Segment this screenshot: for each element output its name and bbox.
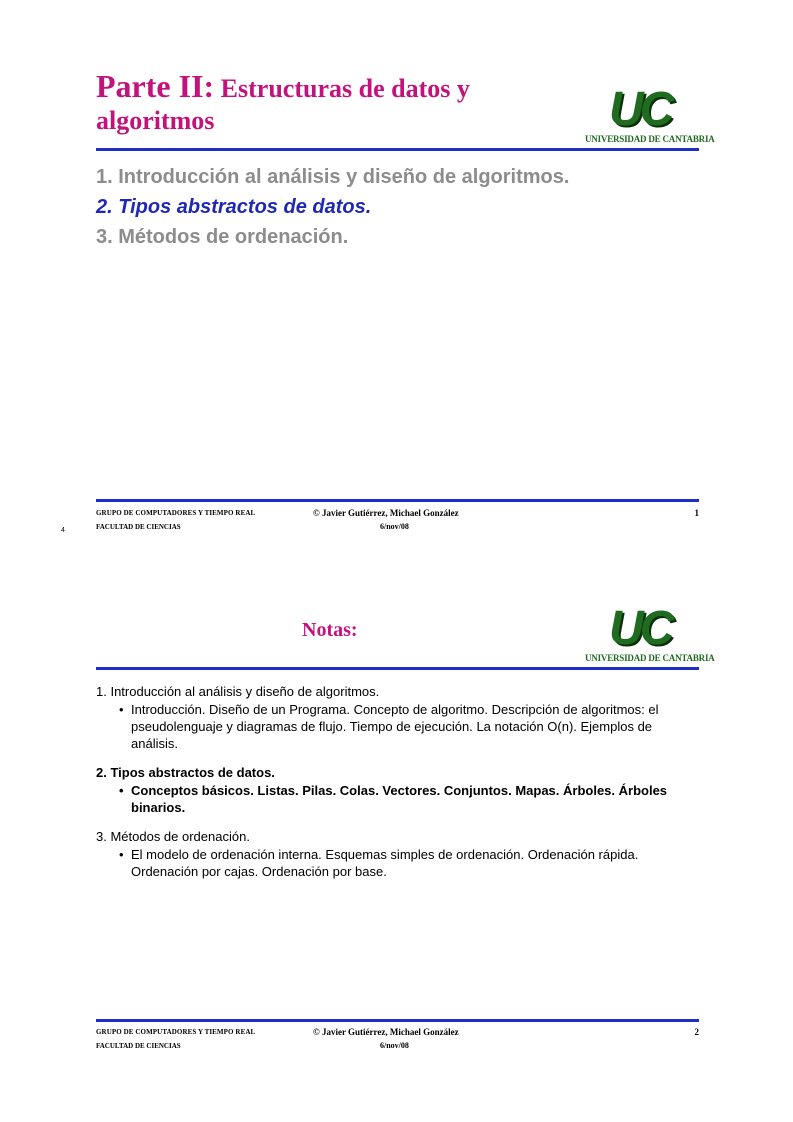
footer-date: 6/nov/08 — [380, 1041, 409, 1050]
footer-faculty: FACULTAD DE CIENCIAS — [96, 1042, 181, 1050]
university-name: UNIVERSIDAD DE CANTABRIA — [585, 134, 715, 144]
bullet-icon: • — [119, 783, 124, 798]
topic-item: 3. Métodos de ordenación. — [96, 226, 349, 248]
header-divider — [96, 667, 699, 670]
footer-date: 6/nov/08 — [380, 522, 409, 531]
header-divider — [96, 148, 699, 151]
slide-title-rest: Estructuras de datos y algoritmos — [96, 74, 470, 135]
slide-footer — [96, 509, 699, 541]
footer-authors: © Javier Gutiérrez, Michael González — [313, 1027, 459, 1037]
note-bullet-item — [96, 782, 699, 816]
footer-group: GRUPO DE COMPUTADORES Y TIEMPO REAL — [96, 509, 256, 517]
uc-logo — [585, 602, 715, 667]
note-bullet-text: Introducción. Diseño de un Programa. Concepto de algoritmo. Descripción de algoritmos: el pseudolenguaje y diagramas de flujo. Tiempo de ejecución. La notación O(n). Ejemplos de análisis. — [131, 702, 659, 751]
page-number: 1 — [694, 508, 699, 518]
footer-divider — [96, 499, 699, 502]
slide-title-prefix: Parte II: — [96, 68, 215, 104]
slide-title — [96, 70, 576, 137]
uc-logo-mark: UC — [609, 83, 671, 136]
footer-divider — [96, 1019, 699, 1022]
page-number: 2 — [694, 1027, 699, 1037]
margin-page-number: 4 — [61, 527, 65, 534]
footer-group: GRUPO DE COMPUTADORES Y TIEMPO REAL — [96, 1028, 256, 1036]
note-bullet-text: Conceptos básicos. Listas. Pilas. Colas. Vectores. Conjuntos. Mapas. Árboles. Árboles binarios. — [131, 783, 668, 815]
note-heading: 1. Introducción al análisis y diseño de algoritmos. — [96, 684, 380, 699]
note-section — [96, 683, 699, 752]
note-heading: 3. Métodos de ordenación. — [96, 829, 250, 844]
footer-faculty: FACULTAD DE CIENCIAS — [96, 523, 181, 531]
footer-authors: © Javier Gutiérrez, Michael González — [313, 508, 459, 518]
university-name: UNIVERSIDAD DE CANTABRIA — [585, 653, 715, 663]
topic-item: 1. Introducción al análisis y diseño de algoritmos. — [96, 166, 570, 188]
notes-footer — [96, 1028, 699, 1060]
uc-logo-mark: UC — [609, 602, 671, 655]
bullet-icon: • — [119, 847, 124, 862]
note-bullet-text: El modelo de ordenación interna. Esquemas simples de ordenación. Ordenación rápida. Ordenación por cajas. Ordenación por base. — [131, 847, 639, 879]
topic-list — [96, 162, 569, 252]
note-section-current — [96, 764, 699, 816]
uc-logo — [585, 83, 715, 148]
topic-item-current: 2. Tipos abstractos de datos. — [96, 196, 372, 218]
note-bullet-item — [96, 846, 699, 880]
bullet-icon: • — [119, 702, 124, 717]
notes-body — [96, 683, 699, 892]
notes-title: Notas: — [302, 619, 358, 641]
note-bullet-item — [96, 701, 699, 752]
note-section — [96, 828, 699, 880]
note-heading: 2. Tipos abstractos de datos. — [96, 765, 275, 780]
